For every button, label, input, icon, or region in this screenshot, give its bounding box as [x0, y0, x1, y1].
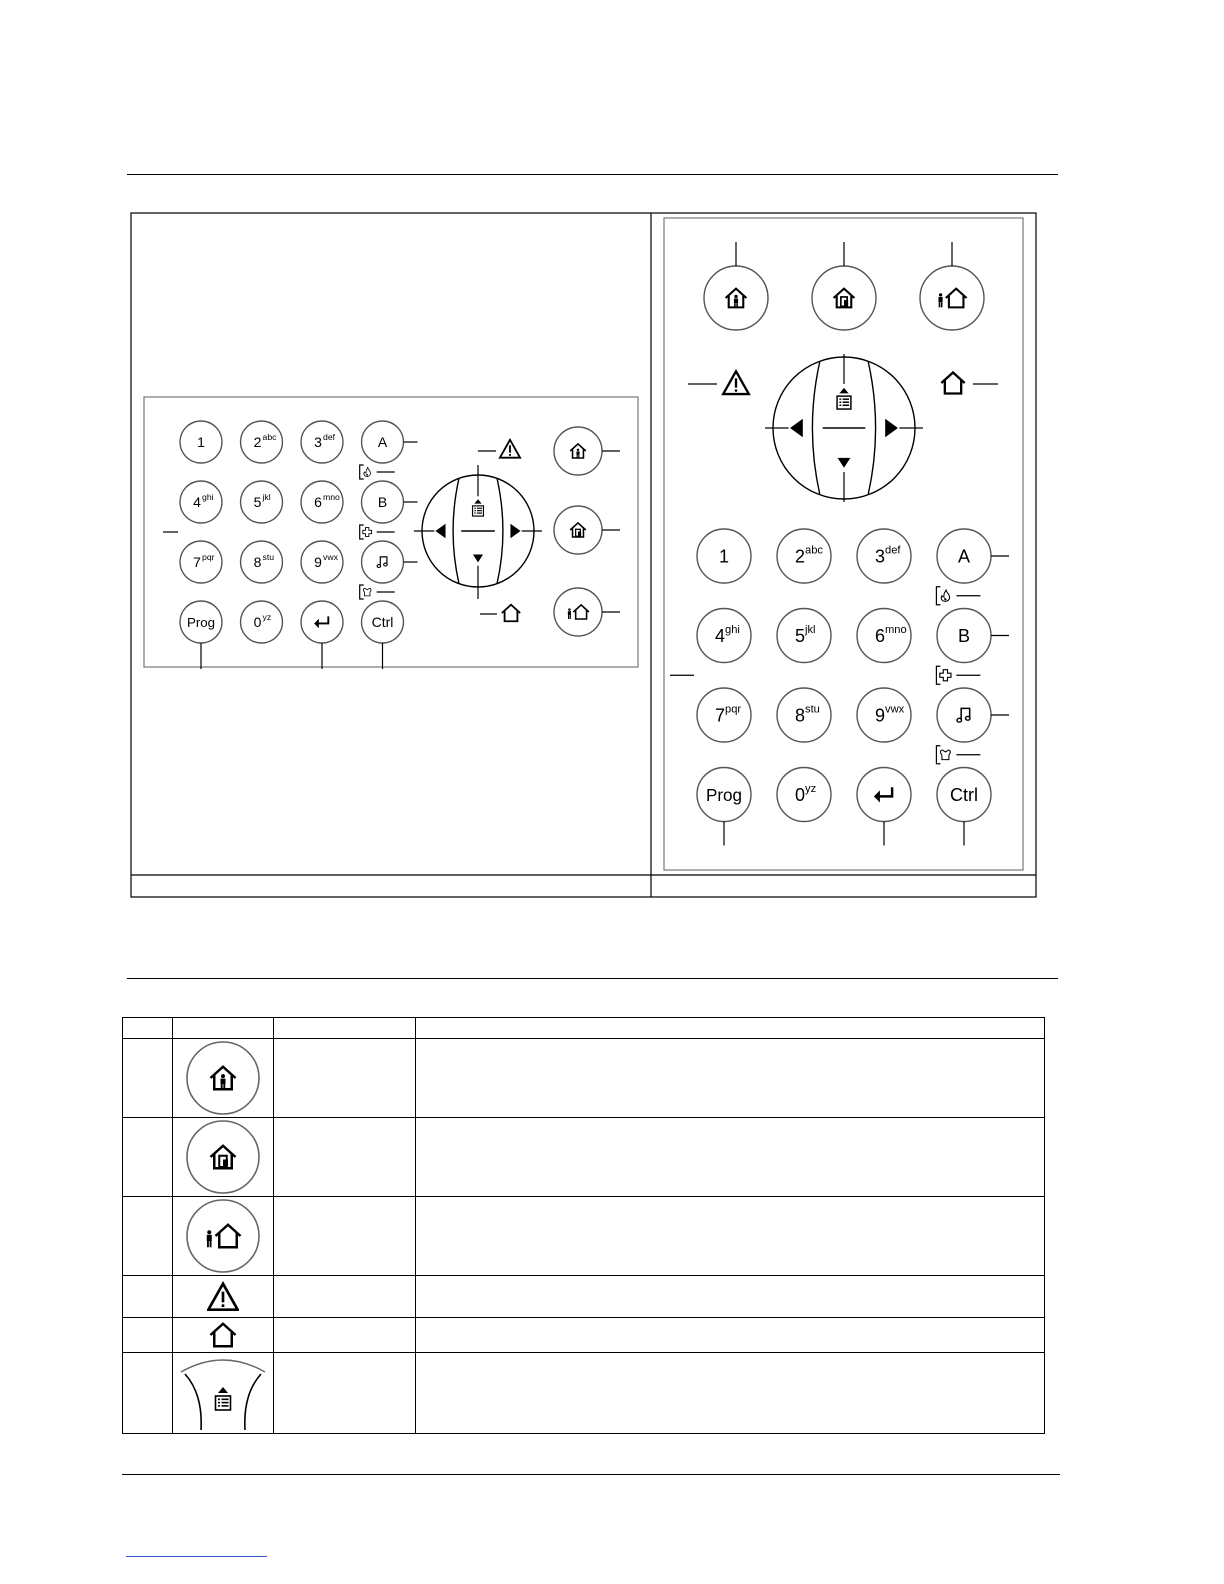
key-8[interactable] — [241, 541, 283, 583]
key-3-letters: def — [323, 431, 336, 442]
key-1-digit: 1 — [718, 546, 730, 567]
key-5-letters: jkl — [805, 623, 816, 636]
ctrl-button-label: Ctrl — [950, 784, 978, 805]
key-9-letters: vwx — [885, 703, 905, 716]
button-legend-table — [122, 1017, 1045, 1434]
key-3[interactable] — [301, 421, 343, 463]
key-4-letters: ghi — [725, 623, 740, 636]
enter-button[interactable] — [857, 768, 911, 822]
panic-icon — [363, 588, 371, 595]
enter-button[interactable] — [301, 601, 343, 643]
key-3-digit: 3 — [314, 433, 322, 450]
key-4-digit: 4 — [193, 493, 201, 510]
key-8-letters: stu — [805, 703, 820, 716]
arm-partial-icon-button[interactable] — [554, 506, 602, 554]
warning-triangle-icon — [723, 371, 749, 394]
arm-away-icon — [184, 1197, 262, 1275]
key-2-digit: 2 — [794, 546, 806, 567]
legend-header-number — [123, 1018, 173, 1039]
key-5-letters: jkl — [262, 491, 271, 502]
legend-header-icon — [173, 1018, 274, 1039]
key-8-letters: stu — [262, 551, 275, 562]
key-5-digit: 5 — [253, 493, 262, 510]
panic-icon — [941, 750, 951, 760]
key-0-letters: yz — [262, 611, 272, 622]
key-8-digit: 8 — [253, 553, 262, 570]
arm-home-icon — [184, 1039, 262, 1117]
warning-triangle-icon — [205, 1281, 241, 1313]
medical-cross-icon — [940, 670, 951, 681]
arm-partial-icon — [184, 1118, 262, 1196]
house-icon — [941, 373, 964, 394]
key-4-digit: 4 — [714, 625, 726, 646]
house-icon — [502, 605, 520, 622]
arm-away-icon-button[interactable] — [554, 588, 602, 636]
warning-triangle-icon — [500, 440, 520, 458]
key-0-letters: yz — [805, 782, 817, 795]
arm-partial-icon-button[interactable] — [812, 266, 876, 330]
prog-button-label: Prog — [705, 785, 743, 805]
b-button-label: B — [957, 625, 971, 646]
key-9-letters: vwx — [323, 551, 338, 562]
status-up-key-icon — [175, 1354, 271, 1432]
key-5[interactable] — [241, 481, 283, 523]
key-7[interactable] — [180, 541, 222, 583]
key-8-digit: 8 — [794, 705, 806, 726]
legend-header-row — [123, 1018, 1045, 1039]
key-9[interactable] — [301, 541, 343, 583]
prog-button-label: Prog — [186, 614, 216, 630]
key-0-digit: 0 — [794, 784, 806, 805]
a-button-label: A — [377, 433, 388, 450]
key-3-letters: def — [885, 544, 901, 557]
key-2-digit: 2 — [253, 433, 262, 450]
medical-cross-icon — [363, 528, 372, 537]
music-button[interactable] — [362, 541, 404, 583]
a-button-label: A — [957, 546, 971, 567]
key-0[interactable] — [241, 601, 283, 643]
b-button-label: B — [377, 493, 388, 510]
fire-icon — [364, 468, 371, 477]
key-7-letters: pqr — [725, 703, 742, 716]
key-9-digit: 9 — [314, 553, 322, 570]
legend-row-arm-home — [123, 1039, 1045, 1118]
key-0-digit: 0 — [253, 613, 262, 630]
key-5-digit: 5 — [794, 625, 806, 646]
key-3-digit: 3 — [874, 546, 886, 567]
key-2-letters: abc — [805, 544, 823, 557]
key-6-letters: mno — [323, 491, 340, 502]
key-6-digit: 6 — [874, 625, 886, 646]
key-6[interactable] — [301, 481, 343, 523]
key-7-digit: 7 — [714, 705, 726, 726]
key-7-letters: pqr — [202, 551, 215, 562]
legend-row-disarm — [123, 1318, 1045, 1353]
key-7-digit: 7 — [193, 553, 201, 570]
legend-row-arm-away — [123, 1197, 1045, 1276]
key-2-letters: abc — [262, 431, 277, 442]
arm-away-icon-button[interactable] — [920, 266, 984, 330]
key-4[interactable] — [180, 481, 222, 523]
key-9-digit: 9 — [874, 705, 886, 726]
legend-row-alert — [123, 1276, 1045, 1318]
key-6-digit: 6 — [314, 493, 322, 510]
key-6-letters: mno — [885, 623, 907, 636]
key-1-digit: 1 — [197, 433, 205, 450]
legend-header-name — [274, 1018, 416, 1039]
legend-header-description — [416, 1018, 1045, 1039]
key-2[interactable] — [241, 421, 283, 463]
fire-icon — [941, 590, 949, 601]
ctrl-button-label: Ctrl — [371, 613, 394, 630]
house-icon — [206, 1320, 240, 1350]
legend-row-status — [123, 1353, 1045, 1434]
legend-row-arm-partial — [123, 1118, 1045, 1197]
music-button[interactable] — [937, 688, 991, 742]
key-4-letters: ghi — [202, 491, 214, 502]
